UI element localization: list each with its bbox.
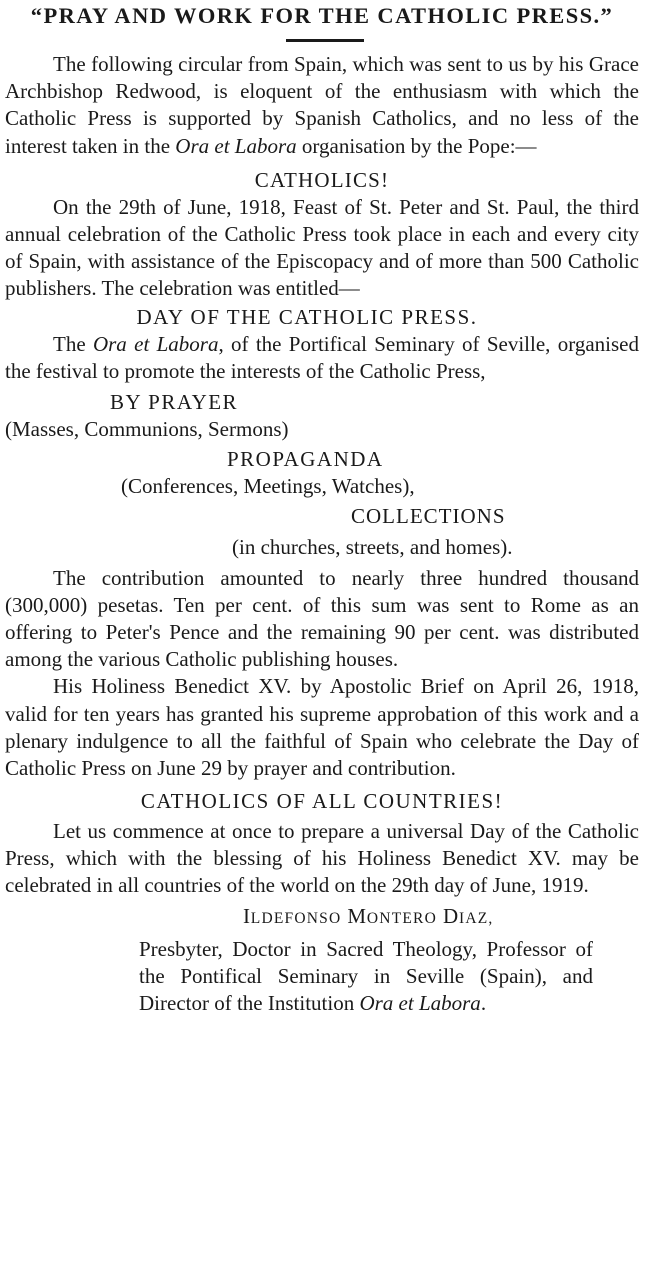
credentials-italic-org: Ora et Labora [359, 990, 481, 1015]
intro-paragraph [5, 51, 639, 160]
by-prayer-detail: (Masses, Communions, Sermons) [5, 416, 289, 441]
heading-day-of-press: DAY OF THE CATHOLIC PRESS. [136, 304, 478, 329]
ora-paragraph [5, 331, 639, 385]
ora-text-end: , of the Portifical Seminary of Seville, organised the festival to promote the interests of the Catholic Press, [5, 332, 639, 384]
by-prayer-heading: BY PRAYER [110, 389, 239, 414]
propaganda-heading: PROPAGANDA [227, 446, 384, 471]
june-paragraph: On the 29th of June, 1918, Feast of St. Peter and St. Paul, the third annual celebration of the Catholic Press took place in each and every city of Spain, with assistance of the Episcopacy and of more than 500 Catholic publishers. The celebration was entitled— [5, 194, 639, 301]
article-title: “PRAY AND WORK FOR THE CATHOLIC PRESS.” [30, 3, 614, 28]
collections-detail: (in churches, streets, and homes). [232, 534, 513, 559]
holiness-paragraph: His Holiness Benedict XV. by Apostolic Brief on April 26, 1918, valid for ten years has granted his supreme approbation of this work and a plenary indulgence to all the faithful of Spain who celebrate the Day of Catholic Press on June 29 by prayer and contribution. [5, 674, 639, 780]
ora-text-start: The [53, 332, 93, 357]
commence-paragraph: Let us commence at once to prepare a universal Day of the Catholic Press, which with the blessing of his Holiness Benedict XV. may be celebrated in all countries of the world on the 29th day of June, 1919. [5, 818, 639, 898]
contribution-paragraph: The contribution amounted to nearly three hundred thousand (300,000) pesetas. Ten per cent. of this sum was sent to Rome as an offering to Peter's Pence and the remaining 90 per cent. was distributed among the various Catholic publishing houses. [5, 565, 639, 672]
title-divider [286, 39, 364, 42]
signature-name: ILDEFONSO MONTERO DIAZ, [243, 904, 494, 929]
propaganda-detail: (Conferences, Meetings, Watches), [121, 473, 415, 498]
signature-credentials [5, 936, 639, 1016]
heading-all-countries: CATHOLICS OF ALL COUNTRIES! [140, 789, 504, 814]
intro-text: The following circular from Spain, which was sent to us by his Grace Archbishop Redwood, is eloquent of the enthusiasm with which the Catholic Press is supported by Spanish Catholics, and no less of the interest taken in the [5, 52, 639, 158]
heading-catholics: CATHOLICS! [254, 167, 390, 192]
intro-italic-org: Ora et Labora [175, 133, 297, 158]
ora-italic-org: Ora et Labora [92, 332, 219, 357]
intro-text-end: organisation by the Pope:— [296, 133, 537, 158]
credentials-text: Presbyter, Doctor in Sacred Theology, Professor of the Pontifical Seminary in Seville (Spain), and Director of the Institution Ora et Labora. [139, 937, 593, 1015]
collections-heading: COLLECTIONS [351, 503, 506, 528]
